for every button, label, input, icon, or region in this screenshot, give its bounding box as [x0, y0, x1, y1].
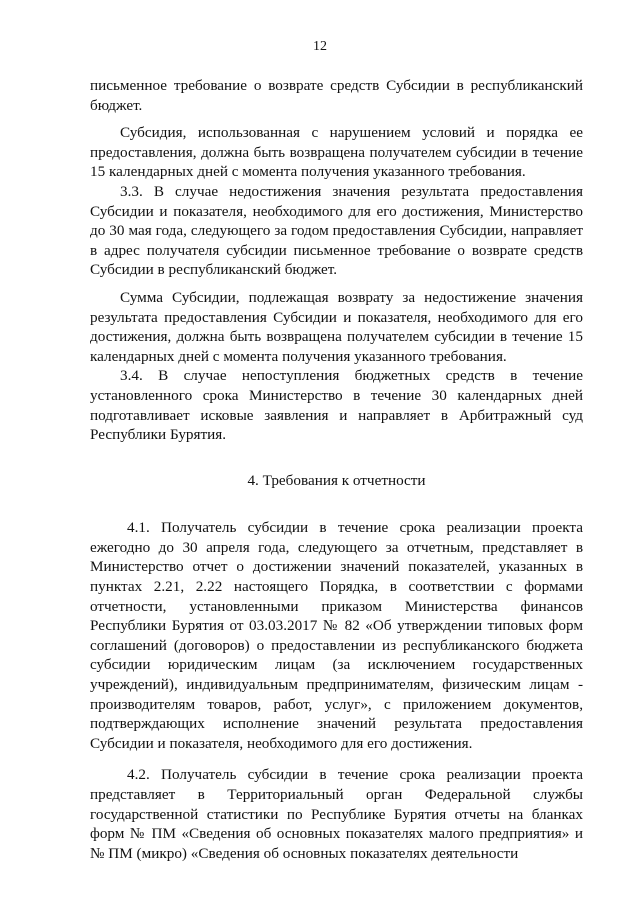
paragraph: 4.1. Получатель субсидии в течение срока реализации проекта ежегодно до 30 апреля года, следующего за отчетным, представляет в Министерство отчет о достижении значений показателей, указанных в пунктах 2.21, 2.22 настоящего Порядка, в соответствии с формами отчетности, установленными приказом Министерства финансов Республики Бурятия от 03.03.2017 № 82 «Об утверждении типовых форм соглашений (договоров) о предоставлении из республиканского бюджета субсидии юридическим лицам (за исключением государственных учреждений), индивидуальным предпринимателям, физическим лицам - производителям товаров, работ, услуг», с приложением документов, подтверждающих исполнение значений результата предоставления Субсидии и показателя, необходимого для его достижения. — [90, 519, 583, 752]
document-body — [90, 76, 583, 863]
paragraph: письменное требование о возврате средств Субсидии в республиканский бюджет. — [90, 77, 583, 114]
paragraph: Сумма Субсидии, подлежащая возврату за недостижение значения результата предоставления Субсидии и показателя, необходимого для его достижения, должна быть возвращена получателем субсидии в течение 15 календарных дней с момента получения указанного требования. — [90, 288, 583, 365]
paragraph: Субсидия, использованная с нарушением условий и порядка ее предоставления, должна быть возвращена получателем субсидии в течение 15 календарных дней с момента получения указанного требования. — [90, 124, 583, 181]
paragraph: 3.3. В случае недостижения значения результата предоставления Субсидии и показателя, необходимого для его достижения, Министерство до 30 мая года, следующего за годом предоставления Субсидии, направляет в адрес получателя субсидии письменное требование о возврате средств Субсидии в республиканский бюджет. — [90, 182, 583, 279]
section-heading: 4. Требования к отчетности — [247, 471, 426, 489]
paragraph: 3.4. В случае непоступления бюджетных средств в течение установленного срока Министерство в течение 30 календарных дней подготавливает исковые заявления и направляет в Арбитражный суд Республики Бурятия. — [90, 367, 583, 444]
page-number: 12 — [313, 39, 327, 54]
paragraph: 4.2. Получатель субсидии в течение срока реализации проекта представляет в Территориальный орган Федеральной службы государственной статистики по Республике Бурятия отчеты на бланках форм № ПМ «Сведения об основных показателях малого предприятия» и № ПМ (микро) «Сведения об основных показателях деятельности — [90, 766, 583, 862]
